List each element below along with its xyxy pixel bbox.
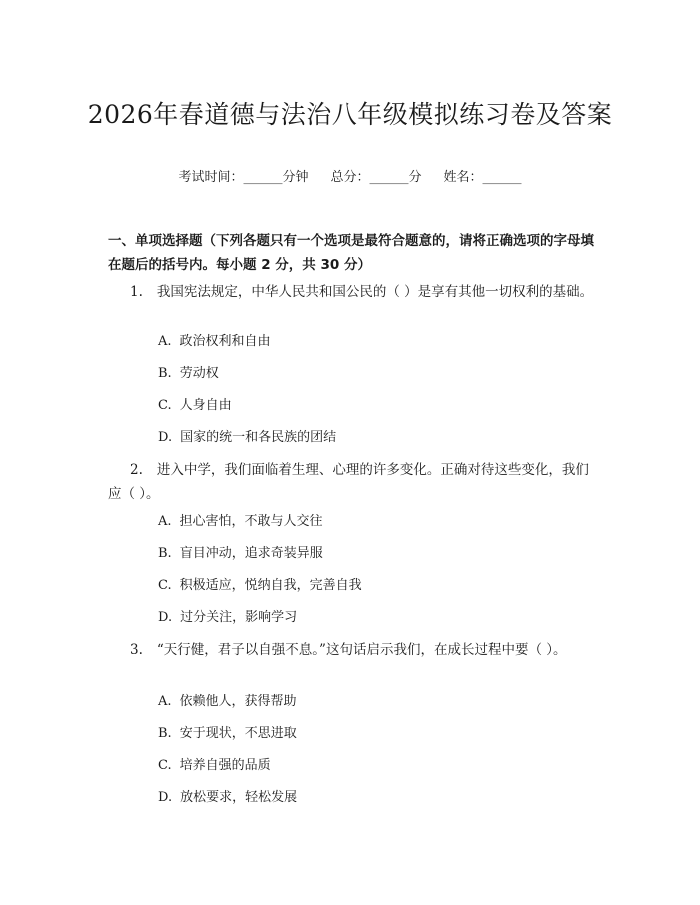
option-letter: A. [158, 694, 172, 709]
question-3-option-c[interactable] [158, 756, 271, 776]
option-letter: B. [158, 366, 172, 381]
option-text: 政治权利和自由 [179, 334, 271, 349]
question-1-option-b[interactable] [158, 364, 219, 384]
section-heading: 一、单项选择题（下列各题只有一个选项是最符合题意的，请将正确选项的字母填在题后的括号内。每小题 2 分，共 30 分） [108, 233, 594, 273]
option-letter: C. [158, 758, 172, 773]
exam-info-line [0, 169, 700, 187]
option-text: 放松要求，轻松发展 [180, 790, 298, 805]
option-letter: C. [158, 578, 172, 593]
option-text: 安于现状，不思进取 [179, 726, 297, 741]
question-2-option-b[interactable] [158, 544, 323, 564]
option-text: 担心害怕，不敢与人交往 [179, 514, 323, 529]
question-2-option-d[interactable] [158, 608, 297, 628]
option-letter: B. [158, 726, 172, 741]
question-1 [108, 280, 598, 304]
option-letter: A. [158, 514, 172, 529]
question-text: “天行健，君子以自强不息。”这句话启示我们，在成长过程中要（ ）。 [156, 642, 567, 658]
question-text: 我国宪法规定，中华人民共和国公民的（ ）是享有其他一切权利的基础。 [156, 284, 594, 300]
question-2-option-c[interactable] [158, 576, 362, 596]
option-letter: D. [158, 610, 173, 625]
question-1-option-c[interactable] [158, 396, 232, 416]
option-text: 国家的统一和各民族的团结 [180, 430, 337, 445]
name-field: 姓名：______ [443, 170, 522, 185]
page-title: 2026年春道德与法治八年级模拟练习卷及答案 [87, 99, 613, 129]
total-score-field: 总分：______分 [330, 170, 422, 185]
question-text: 进入中学，我们面临着生理、心理的许多变化。正确对待这些变化，我们应（ ）。 [108, 462, 589, 502]
question-number: 3. [130, 642, 143, 658]
question-3-option-d[interactable] [158, 788, 297, 808]
question-3-option-a[interactable] [158, 692, 297, 712]
option-text: 盲目冲动，追求奇装异服 [179, 546, 323, 561]
question-number: 2. [130, 462, 143, 478]
question-2-option-a[interactable] [158, 512, 323, 532]
option-letter: C. [158, 398, 172, 413]
option-letter: D. [158, 790, 173, 805]
option-text: 积极适应，悦纳自我，完善自我 [179, 578, 362, 593]
question-1-option-d[interactable] [158, 428, 336, 448]
question-3-option-b[interactable] [158, 724, 297, 744]
option-text: 人身自由 [179, 398, 232, 413]
question-number: 1. [130, 284, 143, 300]
question-2 [108, 458, 598, 506]
exam-time-field: 考试时间：______分钟 [178, 170, 309, 185]
option-letter: D. [158, 430, 173, 445]
option-letter: B. [158, 546, 172, 561]
question-3 [108, 638, 598, 662]
question-1-option-a[interactable] [158, 332, 271, 352]
option-text: 培养自强的品质 [179, 758, 271, 773]
option-text: 过分关注，影响学习 [180, 610, 298, 625]
option-text: 劳动权 [179, 366, 219, 381]
option-letter: A. [158, 334, 172, 349]
option-text: 依赖他人，获得帮助 [179, 694, 297, 709]
